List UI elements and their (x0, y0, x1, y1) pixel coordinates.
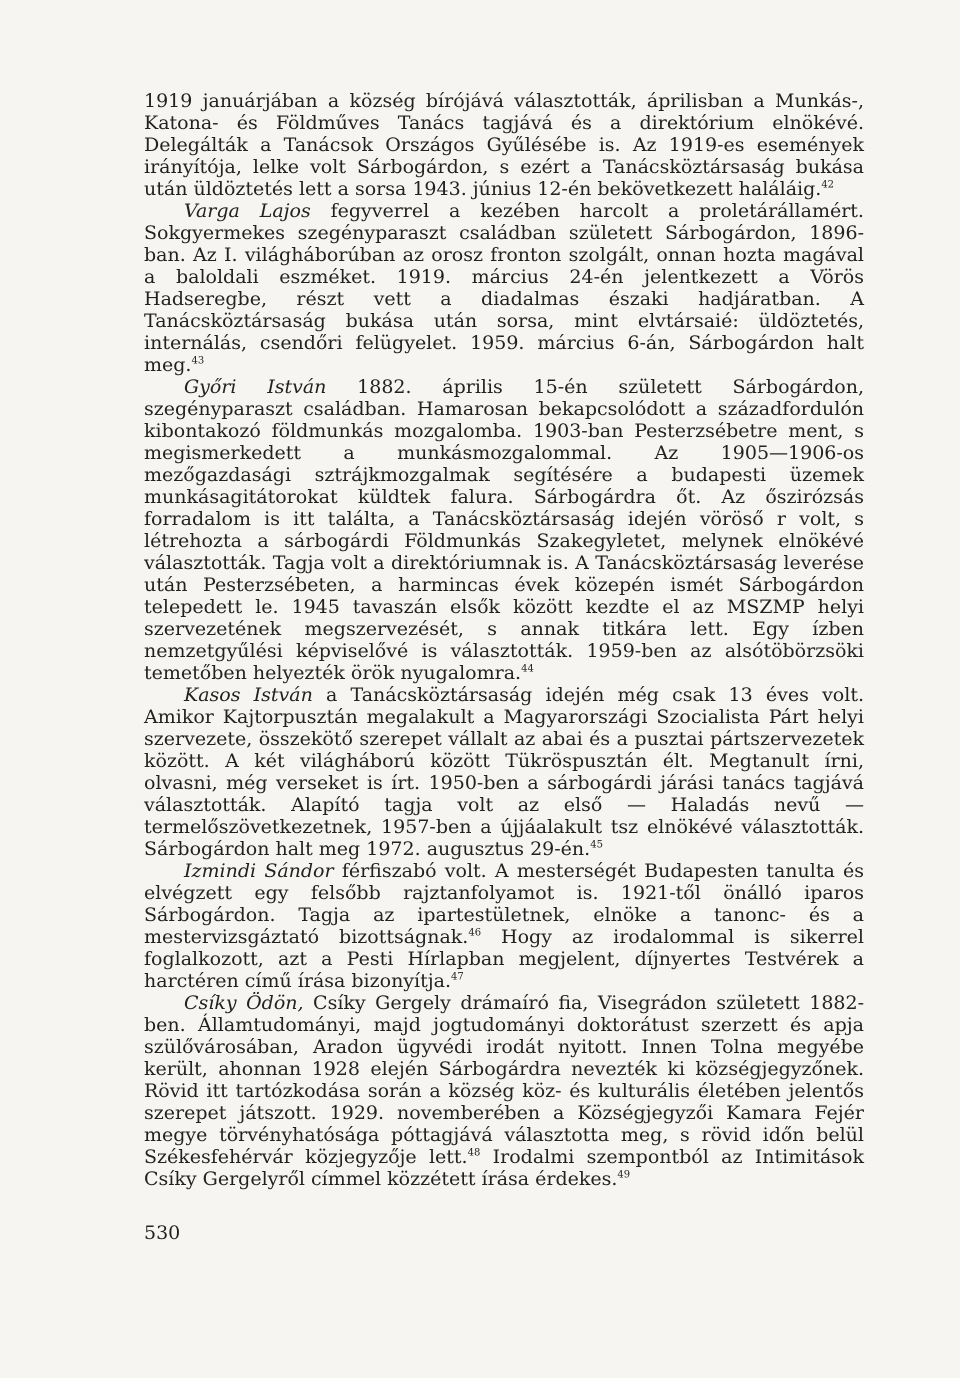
person-name-varga-lajos: Varga Lajos (184, 200, 311, 222)
footnote-43: 43 (191, 355, 205, 367)
paragraph-izmindi-sandor (144, 860, 864, 992)
paragraph-4-text: a Tanácsköztársaság idején még csak 13 éves volt. Amikor Kajtorpusztán megalakult a Magyarországi Szocialista Párt helyi szervezete, összekötő szerepet vállalt az abai és a pusztai pártszervezetek között. A két világháború között Tükröspusztán élt. Megtanult írni, olvasni, még verseket is írt. 1950-ben a sárbogárdi járási tanács tagjává választották. Alapító tagja volt az első — Haladás nevű — termelőszövetkezetnek, 1957-ben a újjáalakult tsz elnökévé választották. Sárbogárdon halt meg 1972. augusztus 29-én. (144, 684, 864, 860)
footnote-44: 44 (521, 663, 534, 675)
footnote-45: 45 (590, 839, 603, 851)
paragraph-6-text: Csíky Gergely drámaíró fia, Visegrádon született 1882-ben. Államtudományi, majd jogtudományi doktorátust szerzett és apja szülővárosában, Aradon ügyvédi irodát nyitott. Innen Tolna megyébe került, ahonnan 1928 elején Sárbogárdra nevezték ki községjegyzőnek. Rövid itt tartózkodása során a község köz- és kulturális életében jelentős szerepet játszott. 1929. novemberében a Községjegyzői Kamara Fejér megye törvényhatósága póttagjává választotta meg, s rövid időn belül Székesfehérvár közjegyzője lett. (144, 992, 864, 1168)
footnote-46: 46 (468, 927, 482, 939)
footnote-47: 47 (451, 971, 464, 983)
paragraph-2-text: fegyverrel a kezében harcolt a proletárállamért. Sokgyermekes szegényparaszt családban született Sárbogárdon, 1896-ban. Az I. világháborúban az orosz fronton szolgált, onnan hozta magával a baloldali eszméket. 1919. március 24-én jelentkezett a Vörös Hadseregbe, részt vett a diadalmas északi hadjáratban. A Tanácsköztársaság bukása után sorsa, mint elvtársaié: üldöztetés, internálás, csendőri felügyelet. 1959. március 6-án, Sárbogárdon halt meg. (144, 200, 864, 376)
paragraph-3-text: 1882. április 15-én született Sárbogárdon, szegényparaszt családban. Hamarosan bekapcsolódott a századfordulón kibontakozó földmunkás mozgalomba. 1903-ban Pesterzsébetre ment, s megismerkedett a munkásmozgalommal. Az 1905—1906-os mezőgazdasági sztrájkmozgalmak segítésére a budapesti üzemek munkásagitátorokat küldtek falura. Sárbogárdra őt. Az őszirózsás forradalom is itt találta, a Tanácsköztársaság idején vöröső r volt, s létrehozta a sárbogárdi Földmunkás Szakegyletet, melynek elnökévé választották. Tagja volt a direktóriumnak is. A Tanácsköztársaság leverése után Pesterzsébeten, a harmincas évek közepén ismét Sárbogárdon telepedett le. 1945 tavaszán elsők között kezdte el az MSZMP helyi szervezetének megszervezését, s annak titkára lett. Egy ízben nemzetgyűlési képviselővé is választották. 1959-ben az alsótöbörzsöki temetőben helyezték örök nyugalomra. (144, 376, 864, 684)
person-name-izmindi-sandor: Izmindi Sándor (184, 860, 334, 882)
paragraph-varga-lajos (144, 200, 864, 376)
paragraph-5-text: férfiszabó volt. A mesterségét Budapesten tanulta és elvégzett egy felsőbb rajztanfolyamot is. 1921-től önálló iparos Sárbogárdon. Tagja az ipartestületnek, elnöke a tanonc- és a mestervizsgáztató bizottságnak. (144, 860, 865, 948)
body-text (144, 90, 864, 1190)
person-name-kasos-istvan: Kasos István (184, 684, 313, 706)
page-number: 530 (144, 1222, 181, 1244)
paragraph-gyori-istvan (144, 376, 864, 684)
footnote-48: 48 (467, 1147, 481, 1159)
paragraph-csiky-odon (144, 992, 864, 1190)
footnote-49: 49 (617, 1169, 631, 1181)
paragraph-kasos-istvan (144, 684, 864, 860)
paragraph-6-text-continued: Irodalmi szempontból az Intimitások Csíky Gergelyről címmel közzétett írása érdekes. (144, 1146, 864, 1190)
footnote-42: 42 (821, 179, 835, 191)
person-name-csiky-odon: Csíky Ödön, (184, 992, 304, 1014)
paragraph-5-text-continued: Hogy az irodalommal is sikerrel foglalkozott, azt a Pesti Hírlapban megjelent, díjnyertes Testvérek a harctéren című írása bizonyítja. (144, 926, 864, 992)
paragraph-1 (144, 90, 864, 200)
person-name-gyori-istvan: Győri István (184, 376, 327, 398)
paragraph-1-text: 1919 januárjában a község bírójává választották, áprilisban a Munkás-, Katona- és Földműves Tanács tagjává és a direktórium elnökévé. Delegálták a Tanácsok Országos Gyűlésébe is. Az 1919-es események irányítója, lelke volt Sárbogárdon, s ezért a Tanácsköztársaság bukása után üldöztetés lett a sorsa 1943. június 12-én bekövetkezett haláláig. (144, 90, 864, 200)
